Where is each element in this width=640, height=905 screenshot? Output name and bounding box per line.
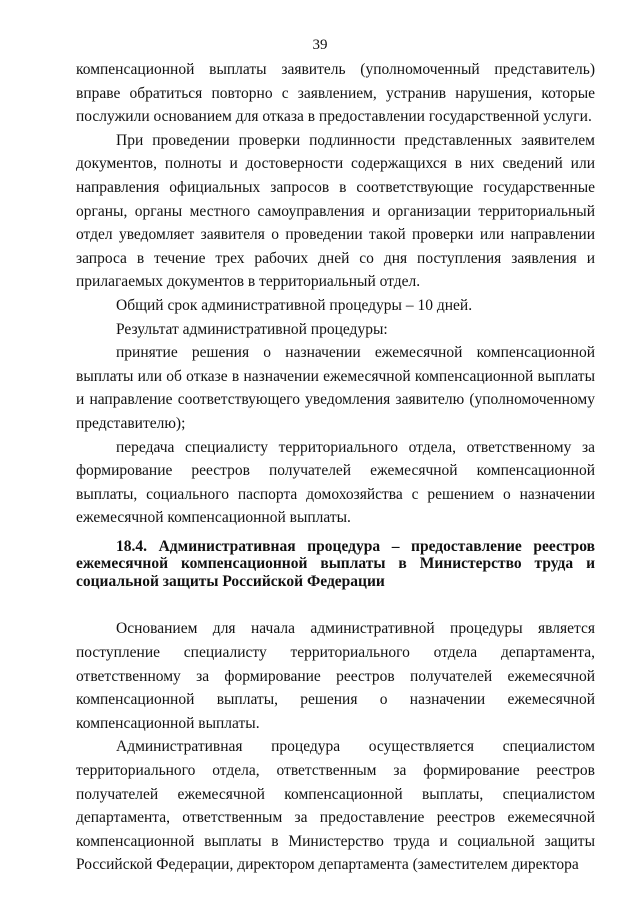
section-heading: 18.4. Административная процедура – предоставление реестров ежемесячной компенсационной выплаты в Министерство труда и социальной защиты Российской Федерации: [76, 537, 595, 590]
page-number: 39: [312, 37, 328, 53]
section-gap: [76, 590, 595, 617]
paragraph-result-label: Результат административной процедуры:: [116, 320, 388, 338]
paragraph-result-transfer: передача специалисту территориального отдела, ответственному за формирование реестров получателей ежемесячной компенсационной выплаты, социального паспорта домохозяйства с решением о назначении ежемесячной компенсационной выплаты.: [76, 438, 595, 527]
document-body: [76, 58, 595, 877]
paragraph-term: Общий срок административной процедуры – 10 дней.: [116, 296, 473, 314]
paragraph-basis: Основанием для начала административной процедуры является поступление специалисту территориального отдела департамента, ответственному за формирование реестров получателей ежемесячной компенсационной выплаты, решения о назначении ежемесячной компенсационной выплаты.: [76, 620, 595, 732]
paragraph-result-decision: принятие решения о назначении ежемесячной компенсационной выплаты или об отказе в назначении ежемесячной компенсационной выплаты и направление соответствующего уведомления заявителю (уполномоченному представителю);: [76, 344, 595, 432]
paragraph-verification: При проведении проверки подлинности представленных заявителем документов, полноты и достоверности содержащихся в них сведений или направления официальных запросов в соответствующие государственные органы, органы местного самоуправления и организации территориальный отдел уведомляет заявителя о проведении такой проверки или направлении запроса в течение трех рабочих дней со дня поступления заявления и прилагаемых документов в территориальный отдел.: [76, 131, 595, 291]
paragraph-continuation: компенсационной выплаты заявитель (уполномоченный представитель) вправе обратиться повторно с заявлением, устранив нарушения, которые послужили основанием для отказа в предоставлении государственной услуги.: [76, 61, 595, 126]
paragraph-executors: Административная процедура осуществляется специалистом территориального отдела, ответственным за формирование реестров получателей ежемесячной компенсационной выплаты, специалистом департамента, ответственным за предоставление реестров ежемесячной компенсационной выплаты в Министерство труда и социальной защиты Российской Федерации, директором департамента (заместителем директора: [76, 738, 595, 874]
